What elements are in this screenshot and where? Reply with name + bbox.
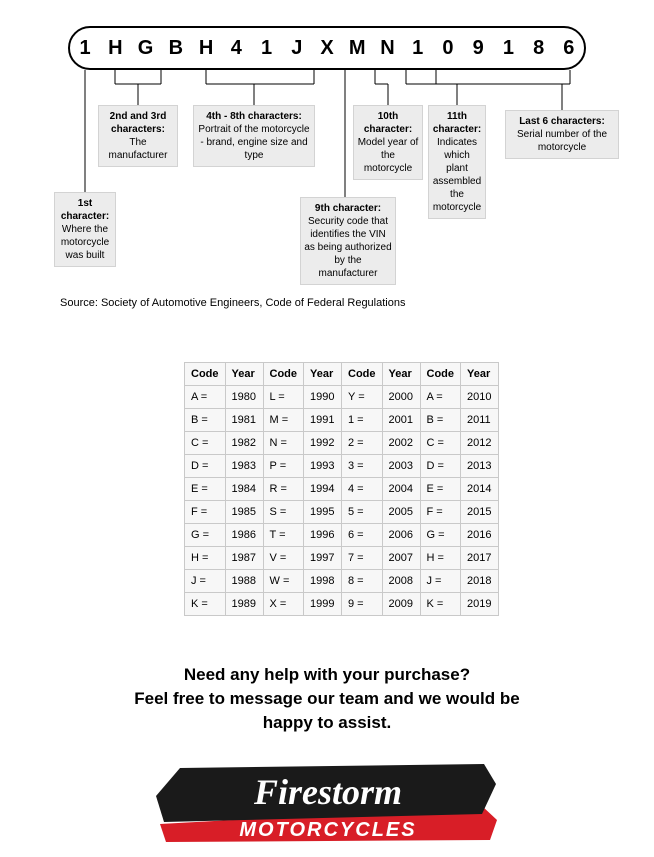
column-header: Code bbox=[185, 363, 226, 386]
table-row bbox=[185, 432, 499, 455]
vin-character: N bbox=[380, 37, 395, 59]
vin-character: 6 bbox=[563, 37, 575, 59]
cell-code: S = bbox=[263, 501, 304, 524]
table-row bbox=[185, 524, 499, 547]
callout-title: Last 6 characters: bbox=[519, 116, 605, 127]
callout-title: 10th character: bbox=[363, 111, 413, 135]
table-row bbox=[185, 386, 499, 409]
help-line-2: Feel free to message our team and we would be bbox=[134, 689, 520, 708]
callout-title: 1st character: bbox=[60, 198, 110, 222]
help-line-1: Need any help with your purchase? bbox=[183, 665, 471, 684]
cell-year: 1994 bbox=[304, 478, 342, 501]
vin-character: 0 bbox=[442, 37, 454, 59]
cell-year: 1997 bbox=[304, 547, 342, 570]
cell-year: 1987 bbox=[225, 547, 263, 570]
cell-code: C = bbox=[185, 432, 226, 455]
cell-year: 2013 bbox=[461, 455, 499, 478]
cell-code: 5 = bbox=[342, 501, 383, 524]
cell-year: 2008 bbox=[382, 570, 420, 593]
cell-year: 2019 bbox=[461, 593, 499, 616]
cell-code: A = bbox=[420, 386, 461, 409]
callout-title: 11th character: bbox=[432, 111, 482, 135]
year-code-table bbox=[184, 362, 499, 616]
cell-year: 2004 bbox=[382, 478, 420, 501]
cell-code: Y = bbox=[342, 386, 383, 409]
column-header: Year bbox=[461, 363, 499, 386]
callout-text: Model year of the motorcycle bbox=[357, 137, 419, 174]
cell-year: 1993 bbox=[304, 455, 342, 478]
cell-code: F = bbox=[185, 501, 226, 524]
cell-year: 2017 bbox=[461, 547, 499, 570]
cell-year: 1981 bbox=[225, 409, 263, 432]
logo-primary-text: Firestorm bbox=[253, 772, 403, 812]
column-header: Year bbox=[225, 363, 263, 386]
cell-code: L = bbox=[263, 386, 304, 409]
cell-year: 2007 bbox=[382, 547, 420, 570]
vin-character: H bbox=[198, 37, 214, 59]
callout-text: The manufacturer bbox=[108, 137, 168, 161]
cell-year: 2012 bbox=[461, 432, 499, 455]
cell-code: D = bbox=[185, 455, 226, 478]
callout-eleventh-character bbox=[428, 105, 486, 219]
table-row bbox=[185, 501, 499, 524]
vin-character: 1 bbox=[260, 37, 273, 59]
help-message bbox=[0, 663, 654, 735]
cell-code: H = bbox=[420, 547, 461, 570]
cell-code: G = bbox=[420, 524, 461, 547]
vin-character: 8 bbox=[533, 37, 545, 59]
cell-year: 2001 bbox=[382, 409, 420, 432]
cell-code: R = bbox=[263, 478, 304, 501]
cell-year: 2016 bbox=[461, 524, 499, 547]
cell-code: 1 = bbox=[342, 409, 383, 432]
cell-code: B = bbox=[420, 409, 461, 432]
cell-code: W = bbox=[263, 570, 304, 593]
cell-code: 8 = bbox=[342, 570, 383, 593]
cell-year: 1999 bbox=[304, 593, 342, 616]
callout-title: 4th - 8th characters: bbox=[206, 111, 302, 122]
vin-character: 1 bbox=[412, 37, 424, 59]
table-row bbox=[185, 547, 499, 570]
vin-character: 1 bbox=[79, 37, 91, 59]
vin-character: M bbox=[348, 37, 366, 59]
cell-code: B = bbox=[185, 409, 226, 432]
cell-code: 3 = bbox=[342, 455, 383, 478]
callout-fourth-eighth-characters bbox=[193, 105, 315, 167]
vin-character-strip bbox=[68, 26, 586, 70]
cell-year: 1989 bbox=[225, 593, 263, 616]
cell-year: 2014 bbox=[461, 478, 499, 501]
cell-year: 1986 bbox=[225, 524, 263, 547]
callout-title: 2nd and 3rd characters: bbox=[109, 111, 167, 135]
cell-year: 1996 bbox=[304, 524, 342, 547]
cell-code: 6 = bbox=[342, 524, 383, 547]
cell-year: 1998 bbox=[304, 570, 342, 593]
column-header: Code bbox=[342, 363, 383, 386]
cell-code: J = bbox=[185, 570, 226, 593]
cell-code: 9 = bbox=[342, 593, 383, 616]
callout-first-character bbox=[54, 192, 116, 267]
cell-code: X = bbox=[263, 593, 304, 616]
cell-code: E = bbox=[185, 478, 226, 501]
cell-year: 1995 bbox=[304, 501, 342, 524]
cell-code: A = bbox=[185, 386, 226, 409]
cell-code: F = bbox=[420, 501, 461, 524]
cell-year: 1985 bbox=[225, 501, 263, 524]
cell-year: 1988 bbox=[225, 570, 263, 593]
cell-code: N = bbox=[263, 432, 304, 455]
vin-character: X bbox=[320, 37, 334, 59]
vin-diagram bbox=[68, 26, 586, 70]
cell-code: G = bbox=[185, 524, 226, 547]
help-line-3: happy to assist. bbox=[262, 713, 392, 732]
cell-code: K = bbox=[420, 593, 461, 616]
cell-code: T = bbox=[263, 524, 304, 547]
logo-secondary-text: MOTORCYCLES bbox=[239, 819, 417, 841]
cell-code: C = bbox=[420, 432, 461, 455]
table-row bbox=[185, 593, 499, 616]
cell-year: 2005 bbox=[382, 501, 420, 524]
vin-character: 1 bbox=[502, 37, 514, 59]
cell-year: 1983 bbox=[225, 455, 263, 478]
cell-code: V = bbox=[263, 547, 304, 570]
cell-code: J = bbox=[420, 570, 461, 593]
cell-year: 1984 bbox=[225, 478, 263, 501]
cell-code: 2 = bbox=[342, 432, 383, 455]
callout-ninth-character bbox=[300, 197, 396, 285]
cell-code: P = bbox=[263, 455, 304, 478]
vin-character: J bbox=[291, 37, 303, 59]
callout-text: Portrait of the motorcycle - brand, engine size and type bbox=[198, 124, 310, 161]
callout-text: Serial number of the motorcycle bbox=[516, 129, 608, 153]
cell-year: 2011 bbox=[461, 409, 499, 432]
table-row bbox=[185, 570, 499, 593]
cell-code: 4 = bbox=[342, 478, 383, 501]
source-note: Source: Society of Automotive Engineers, Code of Federal Regulations bbox=[60, 297, 406, 309]
callout-text: Indicates which plant assembled the motorcycle bbox=[432, 137, 482, 213]
cell-year: 2015 bbox=[461, 501, 499, 524]
cell-code: E = bbox=[420, 478, 461, 501]
cell-year: 2003 bbox=[382, 455, 420, 478]
cell-code: K = bbox=[185, 593, 226, 616]
column-header: Code bbox=[420, 363, 461, 386]
cell-code: D = bbox=[420, 455, 461, 478]
callout-second-third-characters bbox=[98, 105, 178, 167]
cell-year: 1991 bbox=[304, 409, 342, 432]
callout-title: 9th character: bbox=[314, 203, 382, 214]
cell-year: 1980 bbox=[225, 386, 263, 409]
cell-year: 1982 bbox=[225, 432, 263, 455]
cell-code: 7 = bbox=[342, 547, 383, 570]
cell-year: 2009 bbox=[382, 593, 420, 616]
cell-code: H = bbox=[185, 547, 226, 570]
cell-year: 2002 bbox=[382, 432, 420, 455]
table-row bbox=[185, 455, 499, 478]
firestorm-motorcycles-logo bbox=[152, 762, 502, 846]
cell-year: 2006 bbox=[382, 524, 420, 547]
column-header: Year bbox=[382, 363, 420, 386]
cell-year: 2000 bbox=[382, 386, 420, 409]
vin-character: B bbox=[168, 37, 184, 59]
cell-year: 2018 bbox=[461, 570, 499, 593]
callout-text: Security code that identifies the VIN as being authorized by the manufacturer bbox=[304, 216, 392, 279]
table-row bbox=[185, 409, 499, 432]
cell-year: 1992 bbox=[304, 432, 342, 455]
callout-text: Where the motorcycle was built bbox=[60, 224, 110, 261]
cell-year: 2010 bbox=[461, 386, 499, 409]
column-header: Code bbox=[263, 363, 304, 386]
table-row bbox=[185, 478, 499, 501]
column-header: Year bbox=[304, 363, 342, 386]
vin-character: H bbox=[108, 37, 123, 59]
table-header-row bbox=[185, 363, 499, 386]
cell-year: 1990 bbox=[304, 386, 342, 409]
vin-character: 9 bbox=[472, 37, 484, 59]
callout-tenth-character bbox=[353, 105, 423, 180]
vin-character: G bbox=[137, 37, 154, 59]
cell-code: M = bbox=[263, 409, 304, 432]
vin-character: 4 bbox=[230, 37, 242, 59]
callout-last-six-characters bbox=[505, 110, 619, 159]
